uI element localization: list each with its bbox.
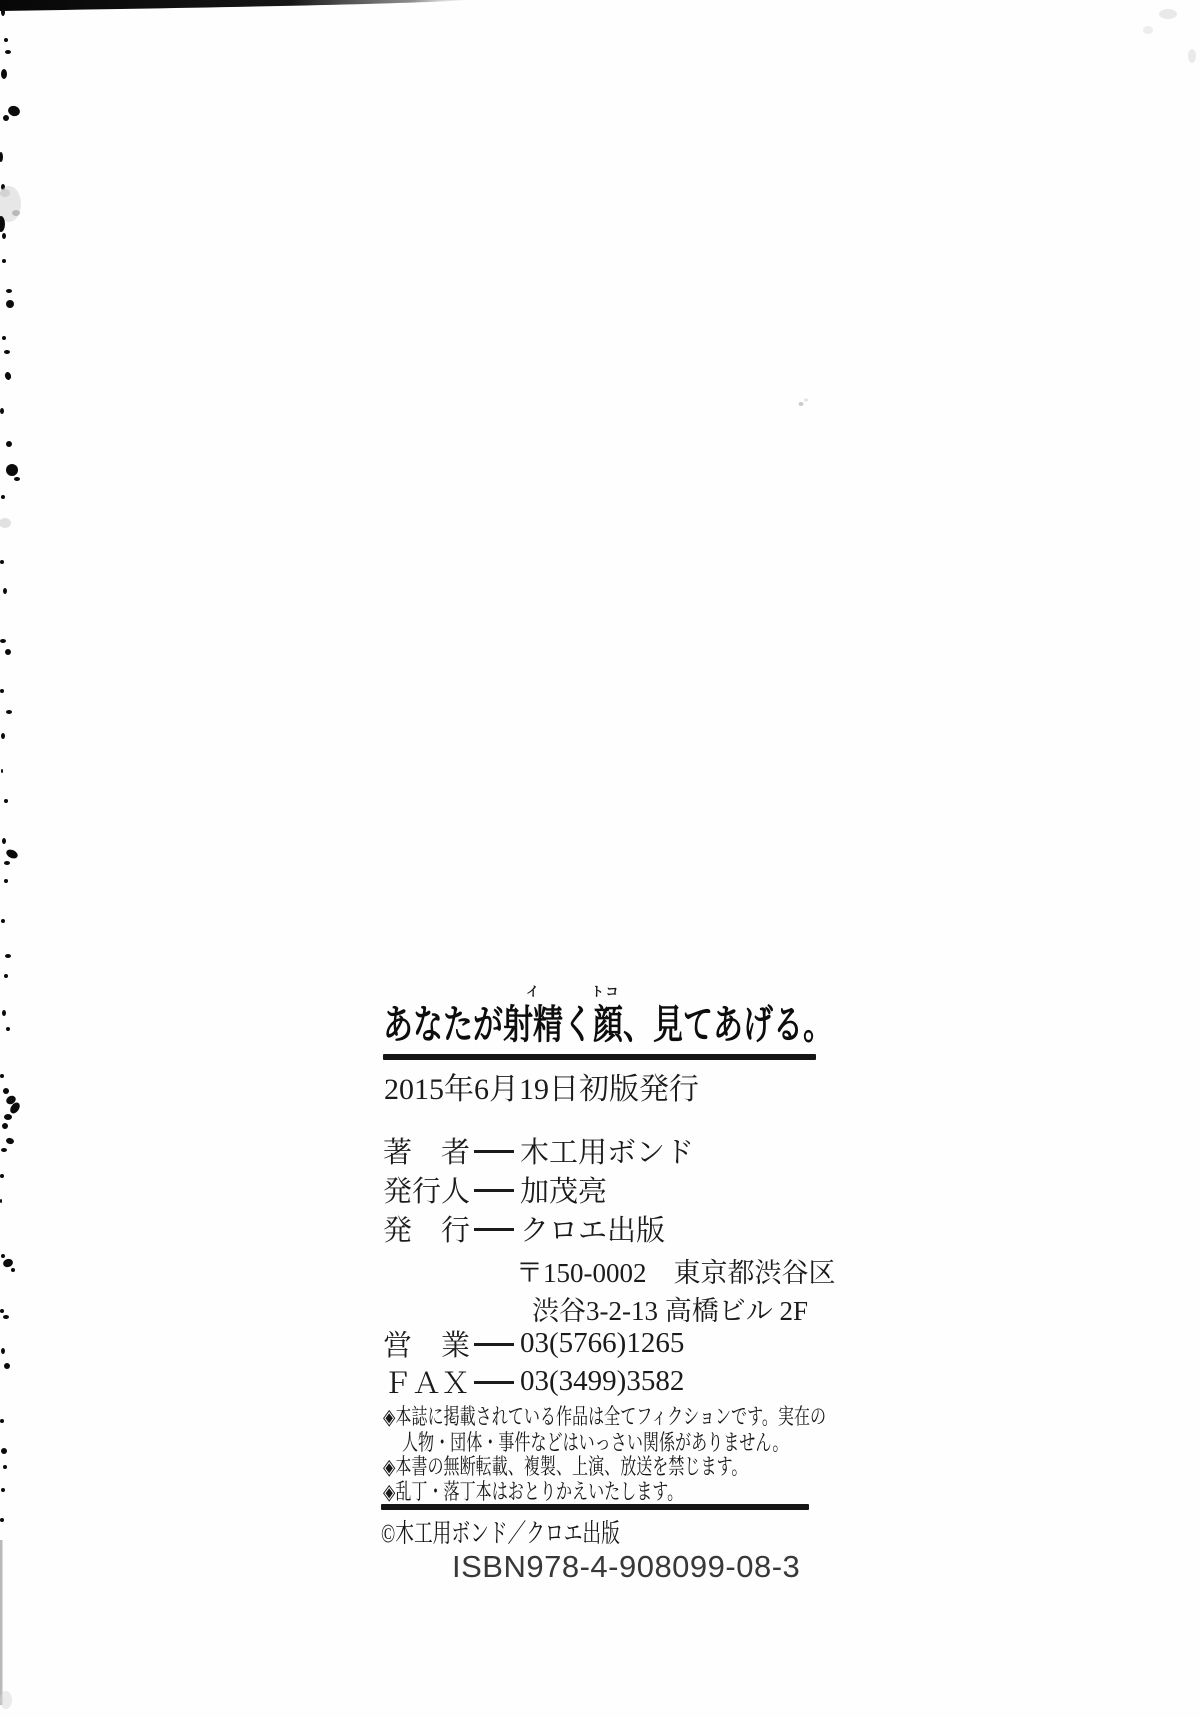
print-date: 2015年6月19日初版発行	[384, 1073, 699, 1106]
scan-top-bar	[0, 0, 470, 11]
credit-row-publisher	[383, 1211, 665, 1245]
contact-value: 03(5766)1265	[520, 1326, 685, 1359]
copyright-line: ©木工用ボンド／クロエ出版	[381, 1519, 620, 1548]
credit-value: クロエ出版	[520, 1214, 666, 1247]
credit-row-author	[383, 1133, 694, 1167]
credit-label: 発行人	[383, 1175, 471, 1208]
leader-dash	[474, 1228, 514, 1231]
contact-value: 03(3499)3582	[520, 1364, 685, 1397]
notice-fiction-line1: ◈本誌に掲載されている作品は全てフィクションです。実在の	[383, 1404, 827, 1429]
credit-label: 著 者	[383, 1136, 471, 1169]
divider-bottom	[381, 1504, 809, 1510]
notice-fiction-line2: 人物・団体・事件などはいっさい関係がありません。	[402, 1430, 789, 1455]
credit-value: 加茂亮	[520, 1175, 608, 1208]
notice-defective-copies: ◈乱丁・落丁本はおとりかえいたします。	[383, 1479, 684, 1504]
book-title: あなたが射精く顔、見てあげる。	[383, 1002, 833, 1047]
contact-row-sales	[383, 1326, 684, 1360]
contact-row-fax	[383, 1364, 684, 1398]
leader-dash	[474, 1381, 514, 1384]
leader-dash	[474, 1150, 514, 1153]
contact-label: ＦＡＸ	[383, 1367, 471, 1400]
leader-dash	[474, 1189, 514, 1192]
furigana-i: イ	[526, 984, 542, 999]
contact-label: 営 業	[383, 1329, 471, 1362]
isbn-number: ISBN978-4-908099-08-3	[452, 1549, 801, 1584]
publisher-address-line2: 渋谷3-2-13 高橋ビル 2F	[532, 1296, 808, 1326]
credit-value: 木工用ボンド	[520, 1136, 695, 1169]
credit-row-publisher-person	[383, 1172, 607, 1206]
divider-top	[383, 1054, 816, 1060]
furigana-toko: トコ	[591, 984, 621, 999]
leader-dash	[474, 1343, 514, 1346]
scan-left-speckles	[0, 8, 22, 1522]
publisher-address-line1: 〒150-0002 東京都渋谷区	[516, 1258, 836, 1288]
notice-no-reproduction: ◈本書の無断転載、複製、上演、放送を禁じます。	[383, 1454, 748, 1479]
credit-label: 発 行	[383, 1214, 471, 1247]
